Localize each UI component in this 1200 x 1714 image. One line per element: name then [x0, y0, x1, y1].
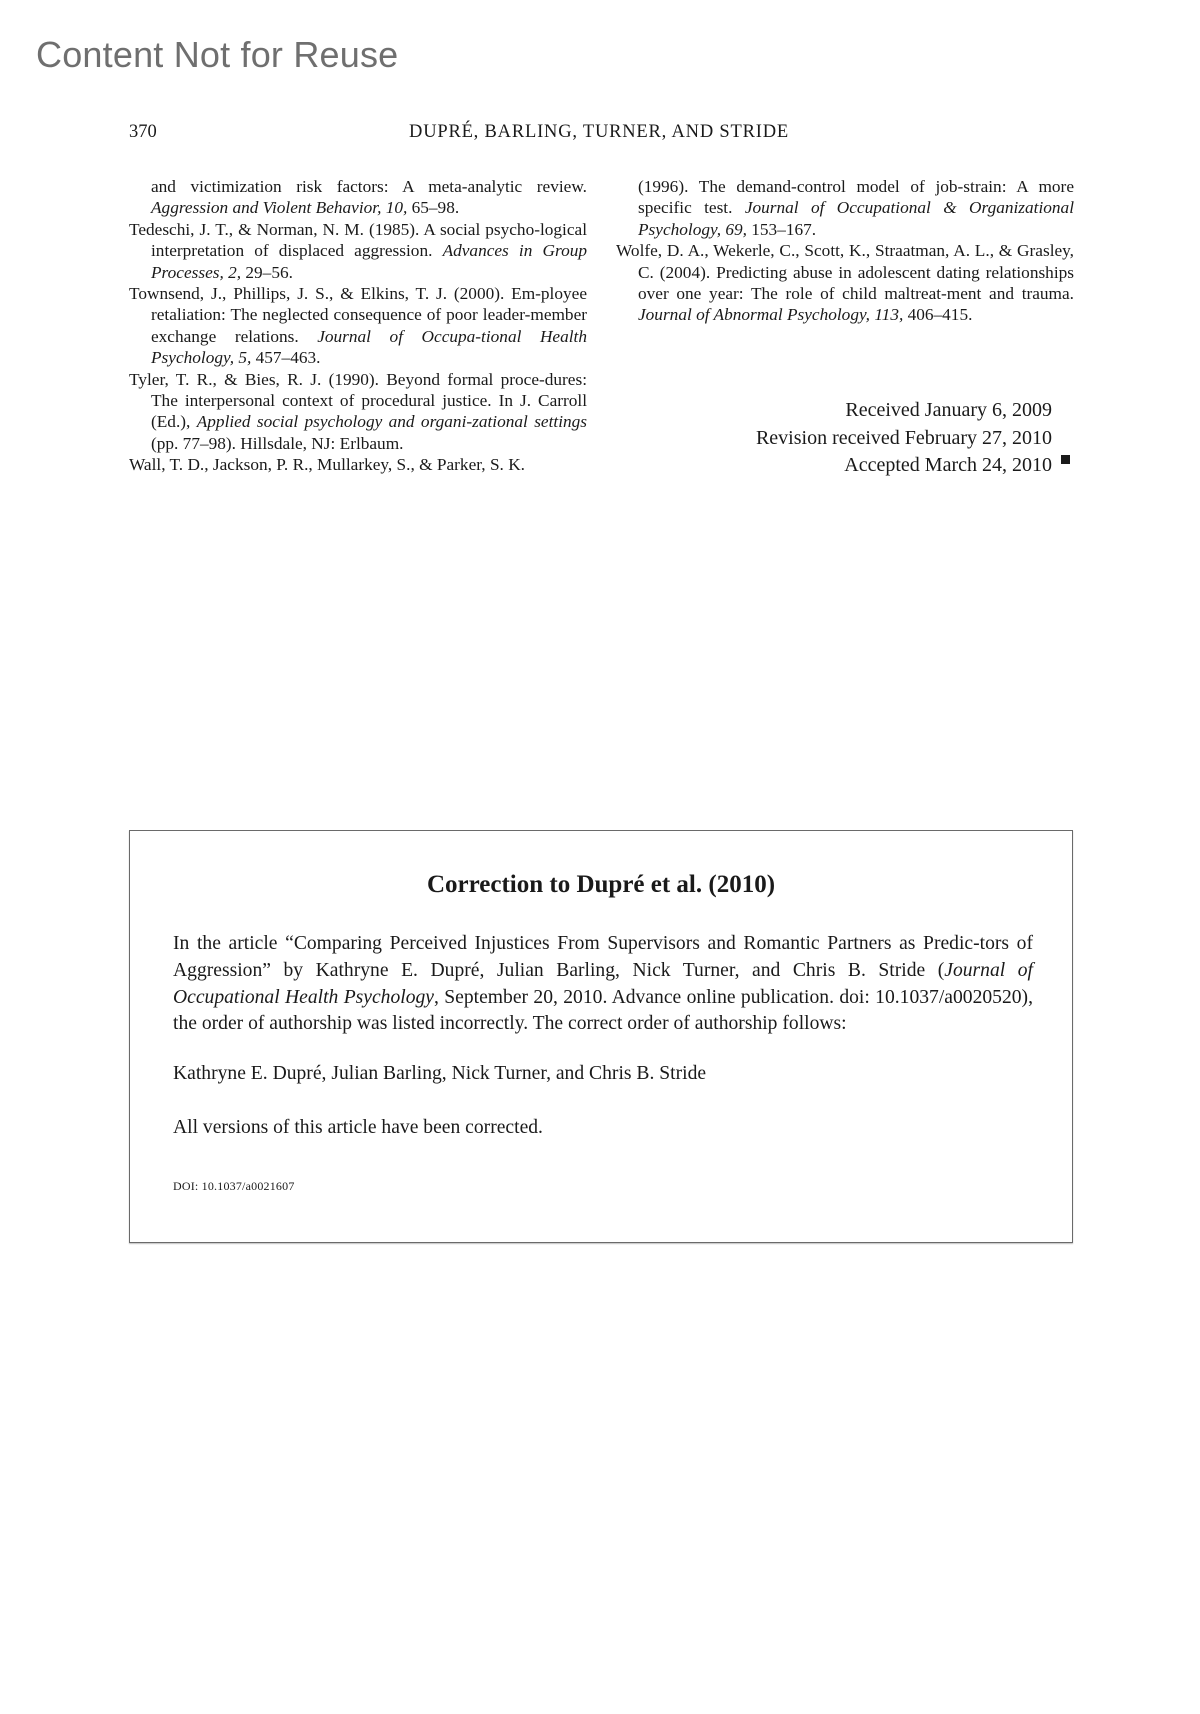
references-left-column — [129, 176, 587, 476]
article-dates — [616, 397, 1052, 480]
reference-text: Townsend, J., Phillips, J. S., & Elkins, T. J. (2000). Em-ployee retaliation: The neglected consequence of poor leader-member exchange relations. — [129, 284, 587, 346]
correction-journal: Journal of Occupational Health Psychology — [173, 959, 1034, 1008]
reference-source: Advances in Group Processes, 2, — [151, 241, 587, 282]
reference-entry — [129, 219, 587, 283]
end-of-article-mark — [1061, 455, 1070, 464]
reference-entry — [616, 240, 1074, 326]
received-date: Received January 6, 2009 — [845, 399, 1052, 421]
reference-text: Wall, T. D., Jackson, P. R., Mullarkey, S., & Parker, S. K. — [129, 455, 525, 475]
reference-entry — [129, 369, 587, 455]
reference-entry — [616, 176, 1074, 240]
correction-text-1: In the article “Comparing Perceived Injustices From Supervisors and Romantic Partners as Predic-tors of Aggression” by Kathryne E. Dupré, Julian Barling, Nick Turner, and Chris B. Stride ( — [173, 933, 1033, 981]
reference-text: and victimization risk factors: A meta-analytic review. — [151, 177, 587, 196]
reference-source: Applied social psychology and organi-zational settings — [196, 412, 588, 432]
correction-paragraph — [173, 931, 1033, 1038]
reference-text: 153–167. — [746, 219, 817, 239]
reference-text: (pp. 77–98). Hillsdale, NJ: Erlbaum. — [151, 433, 404, 453]
reference-source: Journal of Occupational & Organizational Psychology, 69, — [638, 198, 1074, 239]
correction-notice — [129, 830, 1073, 1243]
reference-entry — [129, 454, 587, 475]
reference-source: Aggression and Violent Behavior, 10, — [151, 198, 408, 218]
reference-text: Tyler, T. R., & Bies, R. J. (1990). Beyond formal proce-dures: The interpersonal context of procedural justice. In J. Carroll (Ed.), — [129, 369, 587, 432]
reference-text: 457–463. — [251, 348, 321, 368]
watermark: Content Not for Reuse — [36, 34, 399, 75]
correction-authors: Kathryne E. Dupré, Julian Barling, Nick Turner, and Chris B. Stride — [173, 1063, 707, 1084]
reference-source: Journal of Occupa-tional Health Psychology, 5, — [151, 326, 587, 368]
reference-text: 65–98. — [407, 198, 460, 218]
running-title: DUPRÉ, BARLING, TURNER, AND STRIDE — [409, 122, 789, 142]
reference-text: 406–415. — [903, 305, 973, 325]
running-head — [129, 122, 1072, 146]
correction-note: All versions of this article have been corrected. — [173, 1117, 543, 1138]
page-number: 370 — [129, 122, 157, 142]
references-right-column — [616, 176, 1074, 326]
revision-date: Revision received February 27, 2010 — [755, 426, 1052, 449]
reference-text: (1996). The demand-control model of job-strain: A more specific test. — [638, 177, 1074, 218]
correction-title: Correction to Dupré et al. (2010) — [426, 871, 776, 898]
reference-entry — [129, 176, 587, 219]
correction-body — [173, 931, 1033, 1065]
reference-source: Journal of Abnormal Psychology, 113, — [638, 305, 904, 325]
correction-text-2: , September 20, 2010. Advance online publication. doi: 10.1037/a0020520), the order of authorship was listed incorrectly. The correct order of authorship follows: — [173, 986, 1033, 1035]
reference-entry — [129, 283, 587, 369]
accepted-date: Accepted March 24, 2010 — [844, 454, 1052, 477]
correction-doi: DOI: 10.1037/a0021607 — [173, 1179, 295, 1193]
reference-text: Wolfe, D. A., Wekerle, C., Scott, K., Straatman, A. L., & Grasley, C. (2004). Predicting abuse in adolescent dating relationships over one year: The role of child maltreat-ment and trauma. — [616, 241, 1074, 304]
reference-text: Tedeschi, J. T., & Norman, N. M. (1985). A social psycho-logical interpretation of displaced aggression. — [129, 219, 587, 261]
reference-text: 29–56. — [241, 262, 293, 282]
